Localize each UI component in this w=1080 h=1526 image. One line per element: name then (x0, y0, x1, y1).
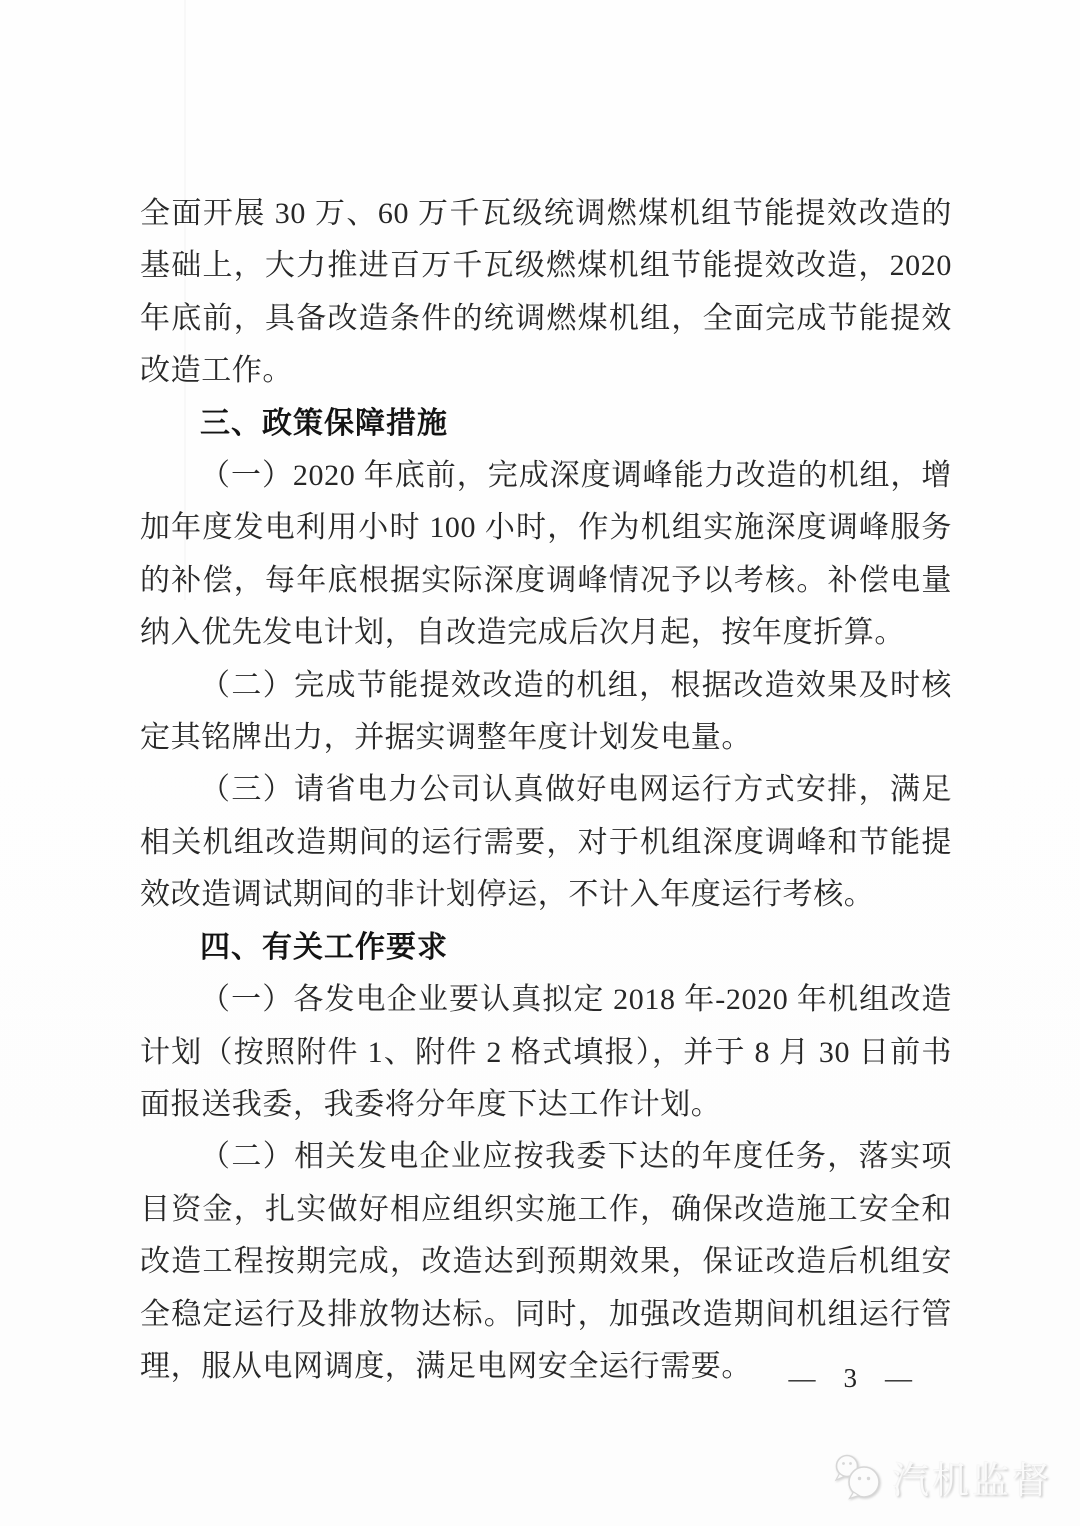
wechat-icon (832, 1453, 884, 1501)
section-heading-3: 三、政策保障措施 (200, 406, 448, 440)
watermark-label: 汽机监督 (892, 1460, 1052, 1501)
page-number-value: 3 (843, 1363, 857, 1393)
paragraph-item-1: （一）2020 年底前，完成深度调峰能力改造的机组，增加年度发电利用小时 100 小时，作为机组实施深度调峰服务的补偿，每年底根据实际深度调峰情况予以考核。补偿电量纳入优先发电计划，自改造完成后次月起，按年度折算。 (140, 459, 952, 650)
paragraph-work-2: （二）相关发电企业应按我委下达的年度任务，落实项目资金，扎实做好相应组织实施工作，确保改造施工安全和改造工程按期完成，改造达到预期效果，保证改造后机组安全稳定运行及排放物达标。同时，加强改造期间机组运行管理，服从电网调度，满足电网安全运行需要。 (140, 1140, 952, 1383)
paragraph-item-3: （三）请省电力公司认真做好电网运行方式安排，满足相关机组改造期间的运行需要，对于机组深度调峰和节能提效改造调试期间的非计划停运，不计入年度运行考核。 (140, 773, 952, 912)
document-body (140, 188, 952, 1393)
page-number-left-dash: — (788, 1363, 816, 1393)
section-heading-4: 四、有关工作要求 (200, 930, 448, 964)
page-number-right-dash: — (885, 1363, 912, 1393)
paragraph-item-2: （二）完成节能提效改造的机组，根据改造效果及时核定其铭牌出力，并据实调整年度计划发电量。 (140, 668, 952, 755)
page-number (789, 1363, 913, 1394)
paragraph-work-1: （一）各发电企业要认真拟定 2018 年-2020 年机组改造计划（按照附件 1、附件 2 格式填报），并于 8 月 30 日前书面报送我委，我委将分年度下达工作计划。 (140, 983, 952, 1121)
paragraph-continuation: 全面开展 30 万、60 万千瓦级统调燃煤机组节能提效改造的基础上，大力推进百万千瓦级燃煤机组节能提效改造，2020 年底前，具备改造条件的统调燃煤机组，全面完成节能提效改造工作。 (140, 197, 952, 388)
watermark (832, 1450, 1052, 1504)
